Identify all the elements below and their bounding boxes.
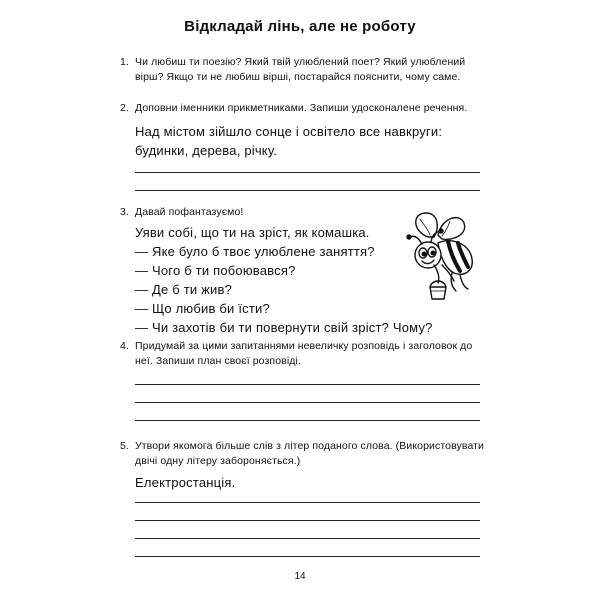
answer-line[interactable]	[135, 502, 480, 503]
task-word: Електростанція.	[135, 475, 236, 490]
page-number: 14	[294, 571, 306, 582]
task-prompt: Давай пофантазуємо!	[135, 206, 244, 218]
task-prompt: Придумай за цими запитаннями невеличку розповідь і заголовок до неї. Запиши план своєї розповіді.	[135, 340, 473, 367]
wing-shape	[416, 213, 438, 237]
bee-illustration	[398, 207, 486, 303]
task-prompt: Утвори якомога більше слів з літер поданого слова. (Використовувати двічі одну літеру забороняється.)	[135, 440, 485, 467]
task-sentence: Над містом зійшло сонце і освітело все навкруги: будинки, дерева, річку.	[135, 124, 443, 158]
dialog-line: — Яке було б твоє улюблене заняття?	[135, 244, 375, 259]
dialog-line: — Що любив би їсти?	[135, 301, 270, 316]
task-number: 1.	[120, 56, 129, 68]
dialog-line: — Чи захотів би ти повернути свій зріст? Чому?	[135, 320, 433, 335]
task-number: 2.	[120, 102, 129, 114]
answer-line[interactable]	[135, 190, 480, 191]
answer-line[interactable]	[135, 172, 480, 173]
answer-line[interactable]	[135, 556, 480, 557]
page-title: Відкладай лінь, але не роботу	[184, 18, 416, 35]
answer-line[interactable]	[135, 520, 480, 521]
task-prompt: Доповни іменники прикметниками. Запиши удосконалене речення.	[135, 102, 468, 114]
answer-line[interactable]	[135, 402, 480, 403]
task-number: 5.	[120, 440, 129, 452]
dialog-line: Уяви собі, що ти на зріст, як комашка.	[135, 225, 370, 240]
dialog-line: — Де б ти жив?	[135, 282, 233, 297]
task-number: 4.	[120, 340, 129, 352]
task-prompt: Чи любиш ти поезію? Який твій улюблений поет? Який улюблений вірш? Якщо ти не любиш вірші, постарайся пояснити, чому саме.	[135, 56, 466, 83]
answer-line[interactable]	[135, 420, 480, 421]
answer-line[interactable]	[135, 538, 480, 539]
answer-line[interactable]	[135, 384, 480, 385]
task-number: 3.	[120, 206, 129, 218]
dialog-lines	[135, 223, 433, 337]
bucket-shape	[430, 287, 446, 299]
dialog-line: — Чого б ти побоювався?	[135, 263, 296, 278]
